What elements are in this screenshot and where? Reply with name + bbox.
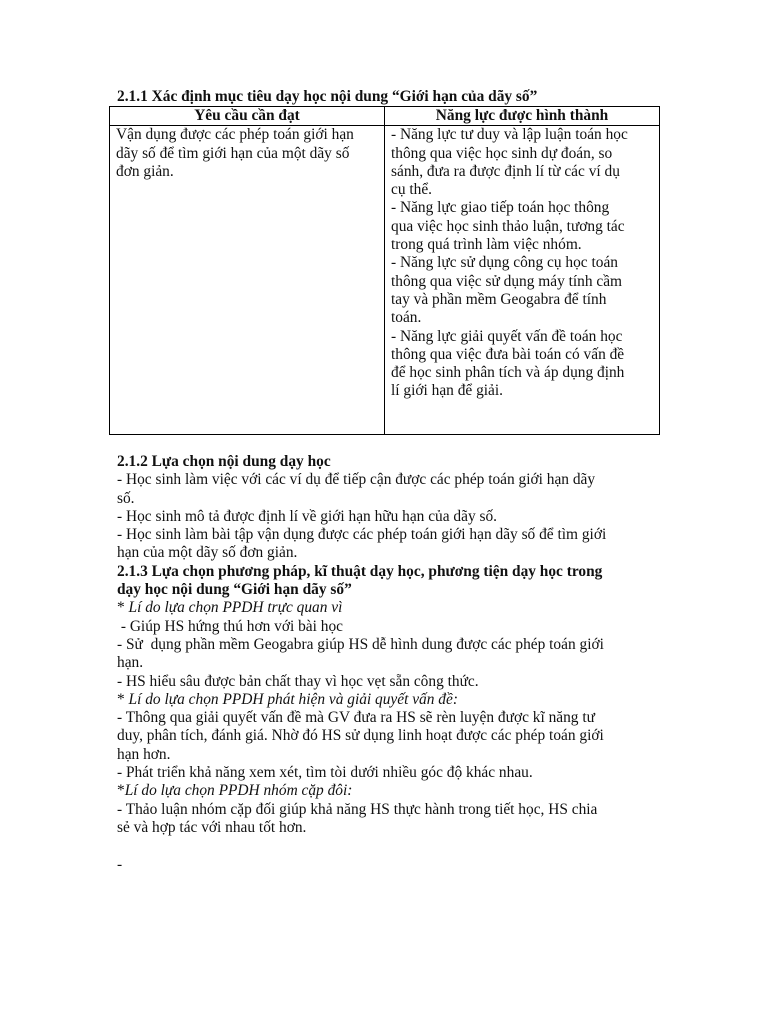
paragraph-line: - Thảo luận nhóm cặp đối giúp khả năng HS thực hành trong tiết học, HS chia: [117, 800, 598, 818]
section-heading-2-1-1: 2.1.1 Xác định mục tiêu dạy học nội dung “Giới hạn của dãy số”: [117, 88, 538, 105]
cell-line: trong quá trình làm việc nhóm.: [391, 236, 582, 254]
cell-line: đơn giản.: [116, 162, 174, 180]
paragraph-line: - Phát triển khả năng xem xét, tìm tòi dưới nhiều góc độ khác nhau.: [117, 764, 533, 782]
paragraph-line: - Giúp HS hứng thú hơn với bài học: [117, 617, 343, 635]
reason-heading-text: Lí do lựa chọn PPDH trực quan vì: [128, 599, 343, 617]
cell-line: sánh, đưa ra được định lí từ các ví dụ: [391, 162, 620, 180]
cell-line: thông qua việc học sinh dự đoán, so: [391, 144, 613, 162]
blank-line: [117, 837, 657, 855]
cell-line: để học sinh phân tích và áp dụng định: [391, 364, 625, 382]
paragraph-line: - Học sinh mô tả được định lí về giới hạn hữu hạn của dãy số.: [117, 507, 498, 525]
paragraph-line: - Học sinh làm bài tập vận dụng được các phép toán giới hạn dãy số để tìm giới: [117, 526, 607, 544]
cell-line: toán.: [391, 309, 422, 327]
paragraph-line: sẻ và hợp tác với nhau tốt hơn.: [117, 818, 307, 836]
header-requirements: Yêu cầu cần đạt: [110, 107, 385, 126]
cell-line: dãy số để tìm giới hạn của một dãy số: [116, 144, 350, 162]
paragraph-line: hạn hơn.: [117, 745, 171, 763]
bullet-star: *: [117, 782, 125, 800]
paragraph-line: - Sử dụng phần mềm Geogabra giúp HS dễ hình dung được các phép toán giới: [117, 635, 604, 653]
reason-heading-pair-work: [117, 782, 657, 800]
cell-line: - Năng lực sử dụng công cụ học toán: [391, 254, 618, 272]
header-competencies: Năng lực được hình thành: [385, 107, 660, 126]
cell-line: - Năng lực tư duy và lập luận toán học: [391, 126, 628, 144]
cell-line: - Năng lực giao tiếp toán học thông: [391, 199, 610, 217]
requirements-cell: [110, 126, 385, 435]
table-header-row: [110, 107, 660, 126]
table-row: [110, 126, 660, 435]
reason-heading-visual: [117, 599, 657, 617]
section-heading-2-1-3: 2.1.3 Lựa chọn phương pháp, kĩ thuật dạy học, phương tiện dạy học trong: [117, 562, 603, 580]
trailing-dash: -: [117, 855, 123, 873]
objectives-table: [109, 106, 660, 435]
paragraph-line: hạn của một dãy số đơn giản.: [117, 544, 298, 562]
paragraph-line: - HS hiểu sâu được bản chất thay vì học vẹt sẵn công thức.: [117, 672, 479, 690]
cell-line: qua việc học sinh thảo luận, tương tác: [391, 217, 625, 235]
competencies-cell: [385, 126, 660, 435]
paragraph-line: số.: [117, 489, 135, 507]
paragraph-line: - Học sinh làm việc với các ví dụ để tiếp cận được các phép toán giới hạn dãy: [117, 471, 596, 489]
cell-line: Vận dụng được các phép toán giới hạn: [116, 126, 354, 144]
document-body: [117, 453, 657, 874]
paragraph-line: hạn.: [117, 654, 144, 672]
bullet-star: *: [117, 599, 129, 617]
cell-line: thông qua việc sử dụng máy tính cầm: [391, 272, 623, 290]
cell-line: lí giới hạn để giải.: [391, 382, 504, 400]
bullet-star: *: [117, 690, 129, 708]
reason-heading-text: Lí do lựa chọn PPDH nhóm cặp đôi:: [124, 782, 353, 800]
cell-line: thông qua việc đưa bài toán có vấn đề: [391, 345, 625, 363]
section-heading-2-1-2: 2.1.2 Lựa chọn nội dung dạy học: [117, 453, 331, 470]
paragraph-line: - Thông qua giải quyết vấn đề mà GV đưa ra HS sẽ rèn luyện được kĩ năng tư: [117, 709, 595, 727]
cell-line: cụ thể.: [391, 181, 433, 199]
reason-heading-problem-solving: [117, 691, 657, 709]
cell-line: tay và phần mềm Geogabra để tính: [391, 290, 607, 308]
cell-line: - Năng lực giải quyết vấn đề toán học: [391, 327, 623, 345]
paragraph-line: duy, phân tích, đánh giá. Nhờ đó HS sử dụng linh hoạt được các phép toán giới: [117, 727, 604, 745]
section-heading-2-1-3-cont: dạy học nội dung “Giới hạn dãy số”: [117, 581, 352, 599]
reason-heading-text: Lí do lựa chọn PPDH phát hiện và giải quyết vấn đề:: [128, 690, 458, 708]
